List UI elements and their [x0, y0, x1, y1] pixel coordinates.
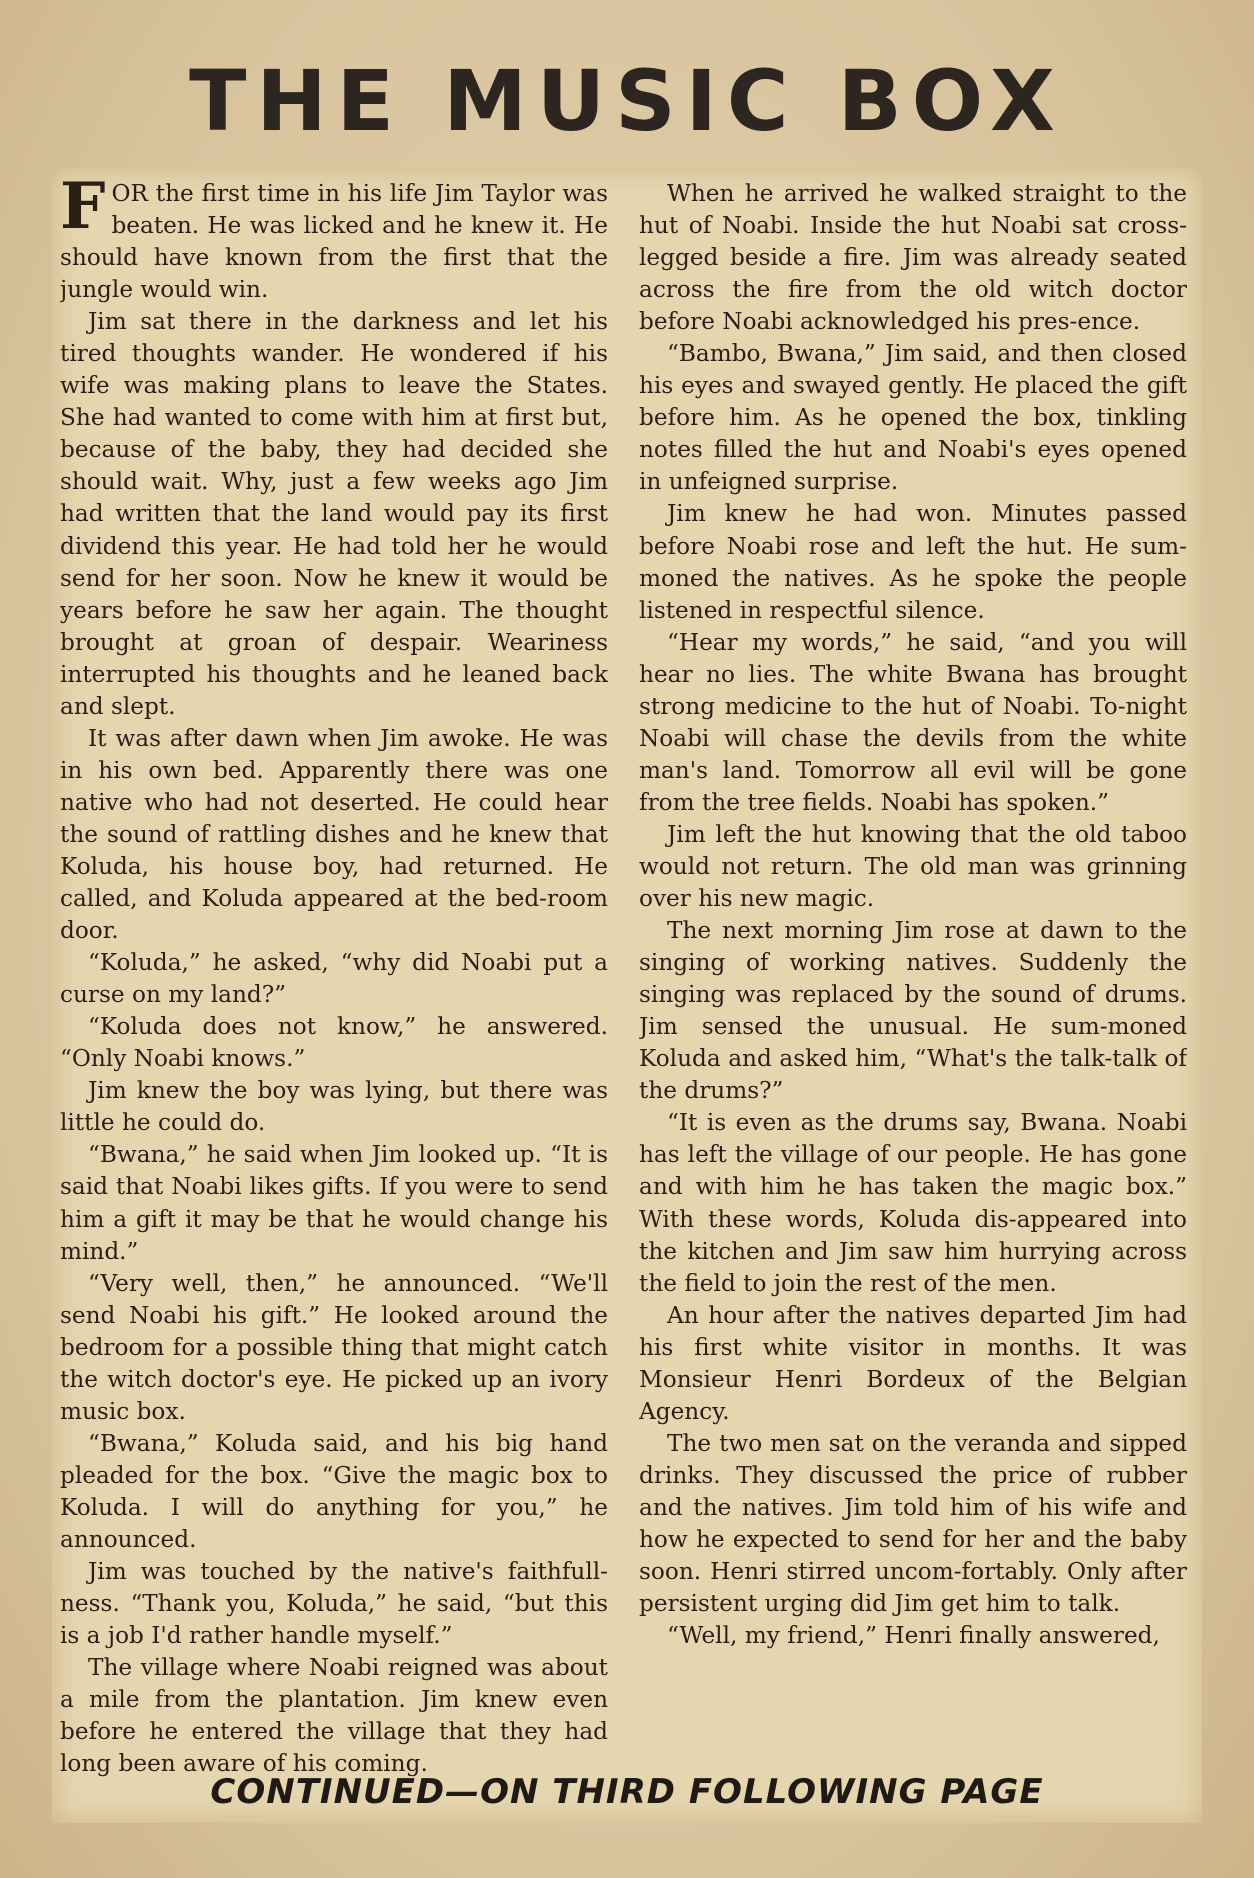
paragraph: “Koluda does not know,” he answered. “Only Noabi knows.”: [60, 1013, 608, 1073]
paragraph: “Well, my friend,” Henri finally answered,: [667, 1622, 1160, 1650]
story-body: [52, 168, 1202, 1823]
paragraph: “Very well, then,” he announced. “We'll send Noabi his gift.” He looked around the bedroom for a possible thing that might catch the witch doctor's eye. He picked up an ivory music box.: [60, 1269, 608, 1425]
paragraph: It was after dawn when Jim awoke. He was in his own bed. Apparently there was one native who had not deserted. He could hear the sound of rattling dishes and he knew that Koluda, his house boy, had returned. He called, and Koluda appeared at the bed-room door.: [60, 724, 608, 945]
paragraph: Jim knew he had won. Minutes passed before Noabi rose and left the hut. He sum-moned the natives. As he spoke the people listened in respectful silence.: [639, 500, 1187, 624]
paragraph: Jim knew the boy was lying, but there was little he could do.: [60, 1077, 608, 1137]
paragraph: Jim was touched by the native's faithfull-ness. “Thank you, Koluda,” he said, “but this is a job I'd rather handle myself.”: [60, 1558, 608, 1650]
drop-cap: F: [60, 178, 106, 244]
paragraph: Jim left the hut knowing that the old taboo would not return. The old man was grinning over his new magic.: [639, 820, 1187, 913]
continued-notice: CONTINUED—ON THIRD FOLLOWING PAGE: [210, 1772, 1044, 1812]
paragraph: “Bwana,” he said when Jim looked up. “It is said that Noabi likes gifts. If you were to send him a gift it may be that he would change his mind.”: [60, 1141, 608, 1265]
paragraph: Jim sat there in the darkness and let his tired thoughts wander. He wondered if his wife was making plans to leave the States. She had wanted to come with him at first but, because of the baby, they had decided she should wait. Why, just a few weeks ago Jim had written that the land would pay its first dividend this year. He had told her he would send for her soon. Now he knew it would be years before he saw her again. The thought brought at groan of despair. Weariness interrupted his thoughts and he leaned back and slept.: [60, 308, 608, 720]
opening-paragraph: [60, 178, 608, 306]
paragraph: “Hear my words,” he said, “and you will hear no lies. The white Bwana has brought strong medicine to the hut of Noabi. To-night Noabi will chase the devils from the white man's land. Tomorrow all evil will be gone from the tree fields. Noabi has spoken.”: [639, 628, 1187, 816]
page-title: THE MUSIC BOX: [189, 52, 1065, 150]
paragraph: An hour after the natives departed Jim had his first white visitor in months. It was Monsieur Henri Bordeux of the Belgian Agency.: [639, 1301, 1187, 1425]
paragraph: The two men sat on the veranda and sipped drinks. They discussed the price of rubber and the natives. Jim told him of his wife and how he expected to send for her and the baby soon. Henri stirred uncom-fortably. Only after persistent urging did Jim get him to talk.: [639, 1429, 1187, 1618]
paragraph: “Bambo, Bwana,” Jim said, and then closed his eyes and swayed gently. He placed the gift before him. As he opened the box, tinkling notes filled the hut and Noabi's eyes opened in unfeigned surprise.: [639, 340, 1187, 496]
paragraph: The next morning Jim rose at dawn to the singing of working natives. Suddenly the singing was replaced by the sound of drums. Jim sensed the unusual. He sum-moned Koluda and asked him, “What's the talk-talk of the drums?”: [639, 917, 1187, 1105]
opening-text: OR the first time in his life Jim Taylor was beaten. He was licked and he knew it. He should have known from the first that the jungle would win.: [60, 180, 608, 304]
paragraph: The village where Noabi reigned was about a mile from the plantation. Jim knew even before he entered the village that they had long been aware of his coming.: [60, 1654, 608, 1778]
paragraph: “It is even as the drums say, Bwana. Noabi has left the village of our people. He has gone and with him he has taken the magic box.” With these words, Koluda dis-appeared into the kitchen and Jim saw him hurrying across the field to join the rest of the men.: [639, 1109, 1187, 1297]
right-column: [639, 178, 1187, 1778]
left-column: [60, 178, 608, 1778]
paragraph: “Bwana,” Koluda said, and his big hand pleaded for the box. “Give the magic box to Koluda. I will do anything for you,” he announced.: [60, 1429, 608, 1553]
paragraph: “Koluda,” he asked, “why did Noabi put a curse on my land?”: [60, 949, 608, 1009]
paragraph: When he arrived he walked straight to the hut of Noabi. Inside the hut Noabi sat cross-legged beside a fire. Jim was already seated across the fire from the old witch doctor before Noabi acknowledged his pres-ence.: [639, 180, 1187, 336]
